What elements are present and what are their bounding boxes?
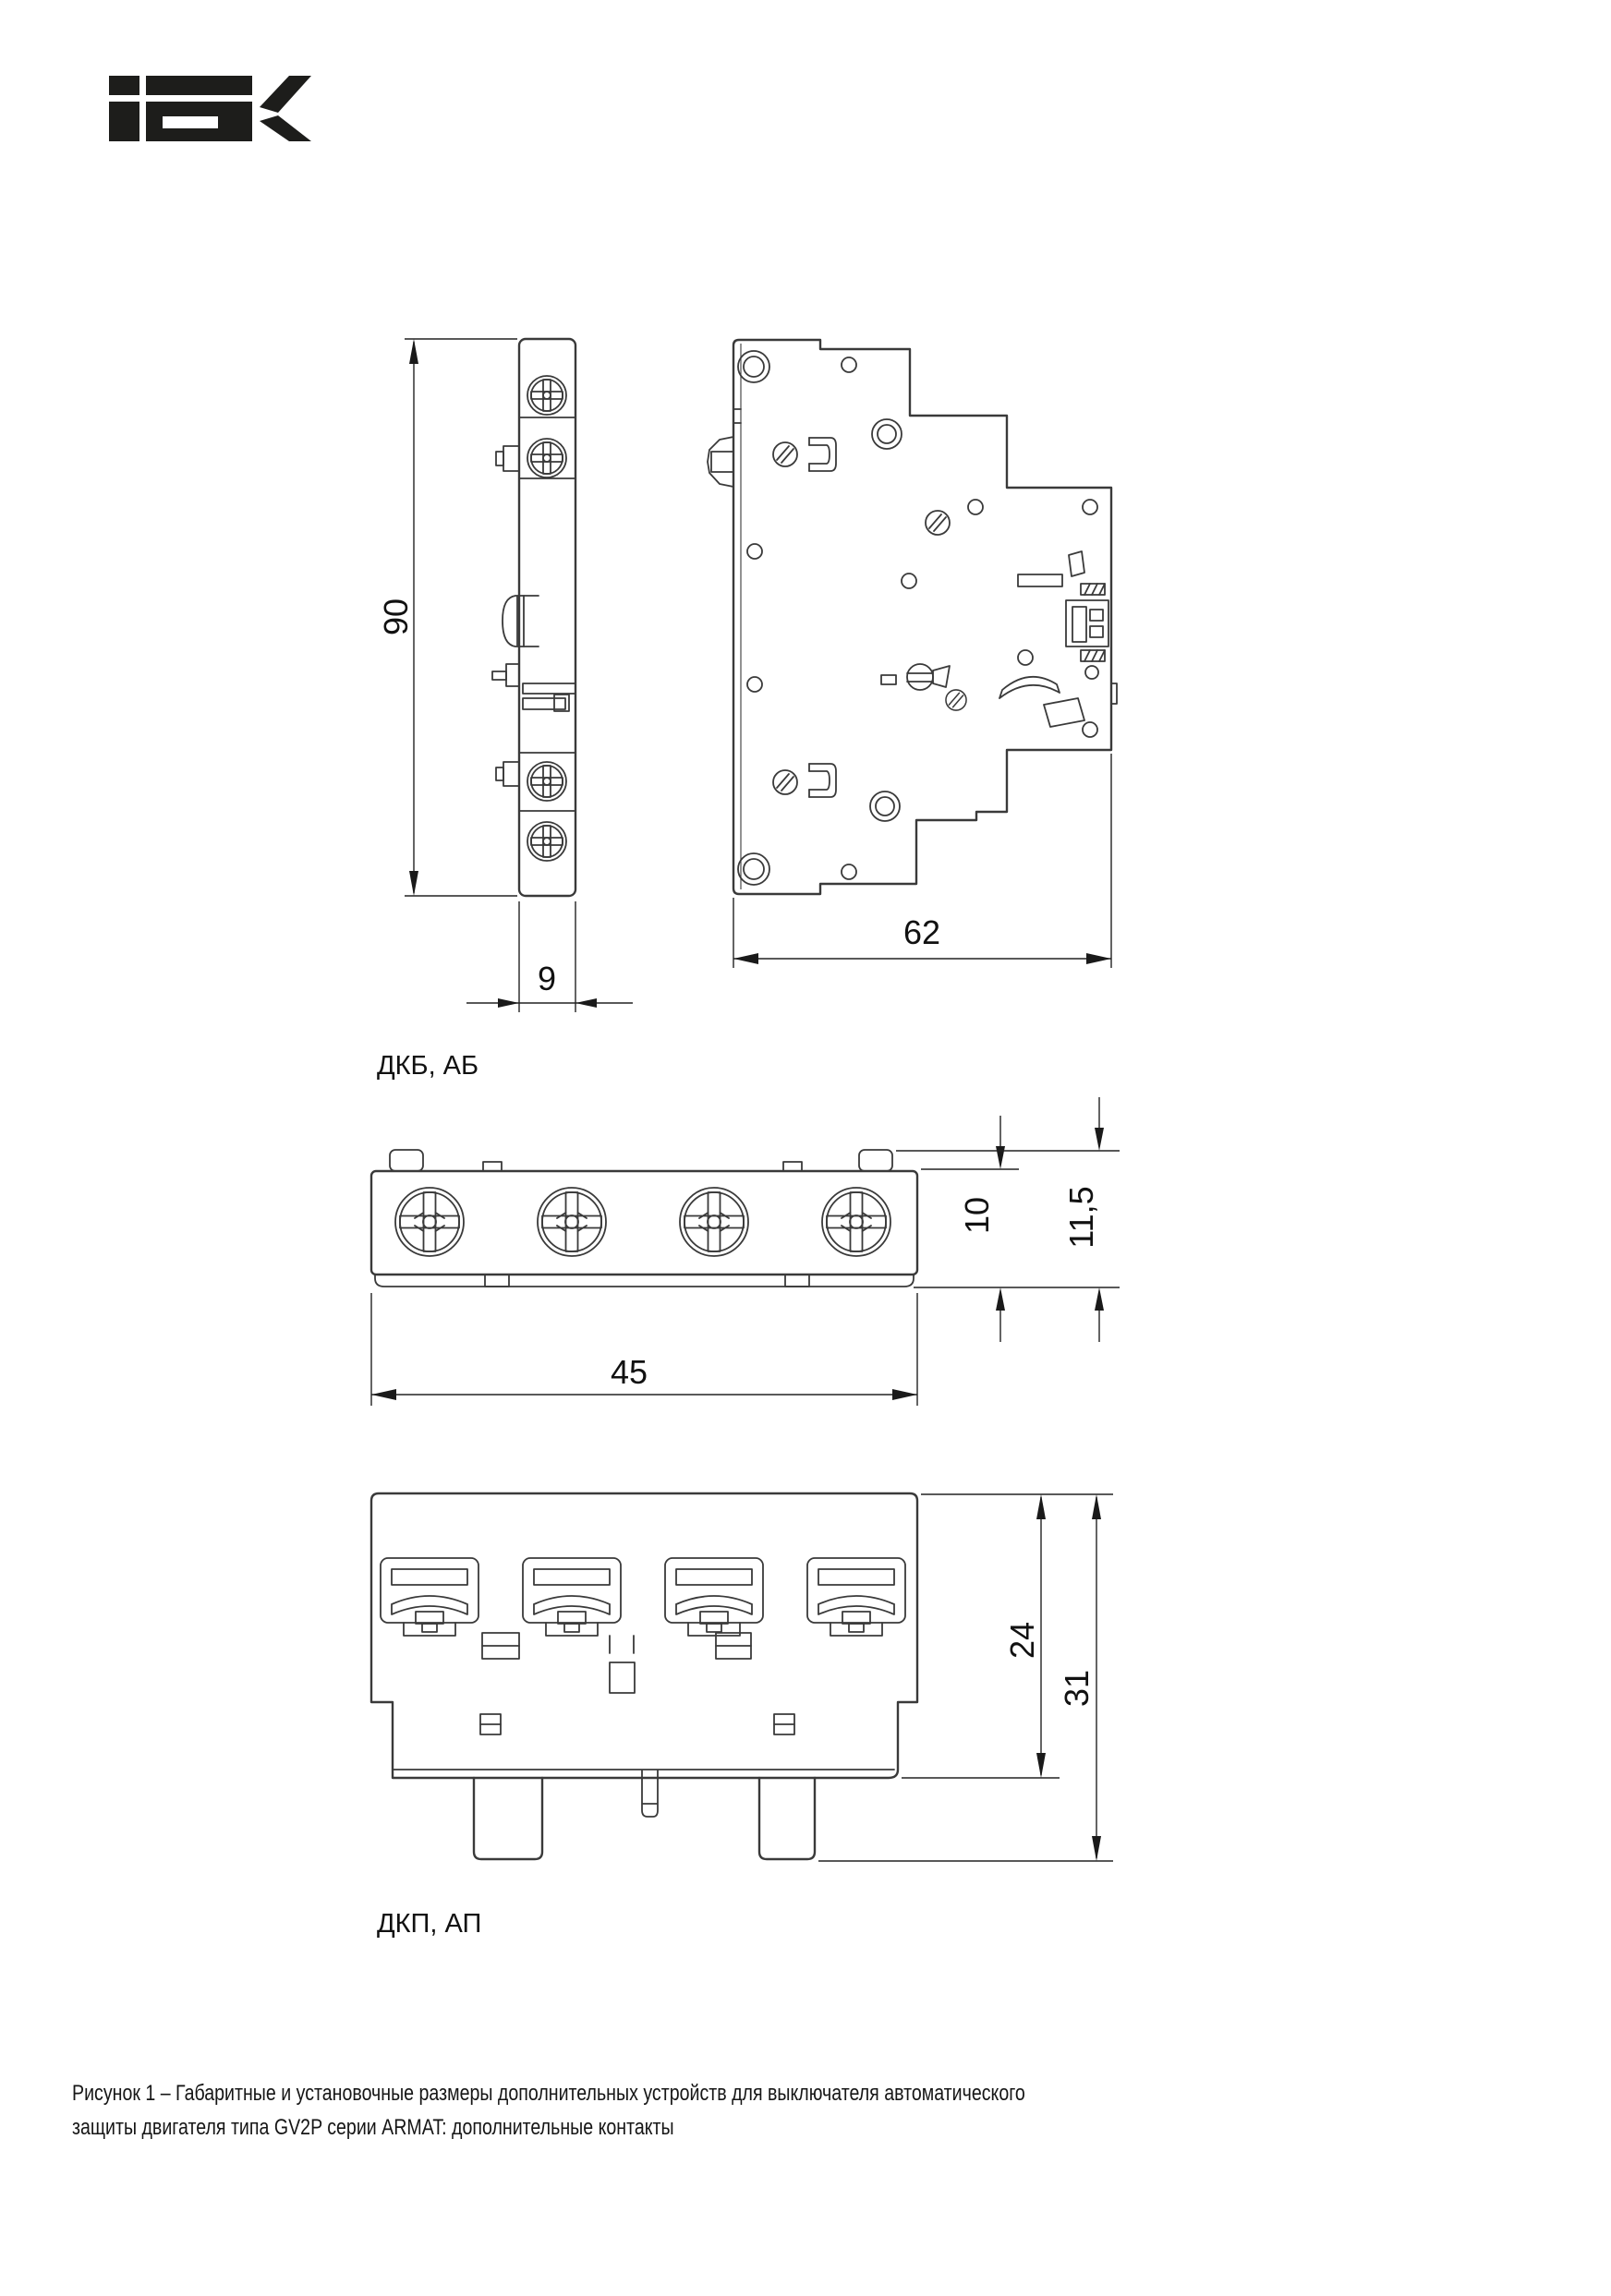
dimension-62-label: 62 bbox=[902, 913, 941, 951]
front-view bbox=[371, 1493, 1113, 1939]
terminal-socket bbox=[807, 1558, 905, 1636]
dimension-90-label: 90 bbox=[377, 598, 415, 636]
screw-icon bbox=[822, 1188, 890, 1256]
figure-caption bbox=[72, 2076, 1264, 2145]
dimension-9 bbox=[466, 901, 633, 1012]
screw-icon bbox=[527, 762, 566, 801]
terminal-socket bbox=[381, 1558, 478, 1636]
iek-logo bbox=[109, 76, 311, 141]
screw-icon bbox=[527, 822, 566, 861]
side-view-label: ДКБ, АБ bbox=[377, 1051, 479, 1081]
top-view bbox=[371, 1097, 1120, 1406]
caption-line2: защиты двигателя типа GV2P серии ARMAT: дополнительные контакты bbox=[72, 2115, 674, 2140]
bracket-detail bbox=[809, 764, 836, 797]
dimension-45 bbox=[371, 1293, 917, 1406]
dimension-10-label: 10 bbox=[958, 1196, 996, 1235]
terminal-socket bbox=[523, 1558, 621, 1636]
screw-icon bbox=[926, 511, 950, 535]
dimension-24 bbox=[902, 1494, 1113, 1778]
caption-line1: Рисунок 1 – Габаритные и установочные размеры дополнительных устройств для выключателя автоматического bbox=[72, 2081, 1025, 2106]
top-view-drawing bbox=[371, 1150, 917, 1287]
dimension-11-5-label: 11,5 bbox=[1062, 1186, 1100, 1249]
dimension-11-5 bbox=[896, 1097, 1120, 1342]
front-view-label: ДКП, АП bbox=[377, 1909, 482, 1939]
dimension-31-label: 31 bbox=[1058, 1669, 1096, 1708]
screw-icon bbox=[395, 1188, 464, 1256]
side-view bbox=[377, 339, 633, 1081]
screw-icon bbox=[773, 442, 797, 466]
screw-icon bbox=[946, 690, 966, 710]
screw-icon bbox=[527, 376, 566, 415]
screw-icon bbox=[527, 439, 566, 477]
bracket-detail bbox=[809, 438, 836, 471]
profile-view-drawing bbox=[708, 340, 1117, 894]
screw-icon bbox=[773, 770, 797, 794]
dimension-45-label: 45 bbox=[610, 1353, 648, 1391]
front-view-drawing bbox=[371, 1493, 917, 1859]
dimension-62 bbox=[733, 754, 1111, 968]
dimension-9-label: 9 bbox=[537, 960, 557, 997]
screw-icon bbox=[680, 1188, 748, 1256]
dimension-90 bbox=[377, 339, 517, 896]
dimension-24-label: 24 bbox=[1003, 1621, 1041, 1660]
profile-view bbox=[708, 340, 1117, 968]
screw-icon bbox=[538, 1188, 606, 1256]
terminal-socket bbox=[665, 1558, 763, 1636]
side-view-drawing bbox=[492, 339, 575, 896]
dimension-31 bbox=[818, 1494, 1113, 1861]
